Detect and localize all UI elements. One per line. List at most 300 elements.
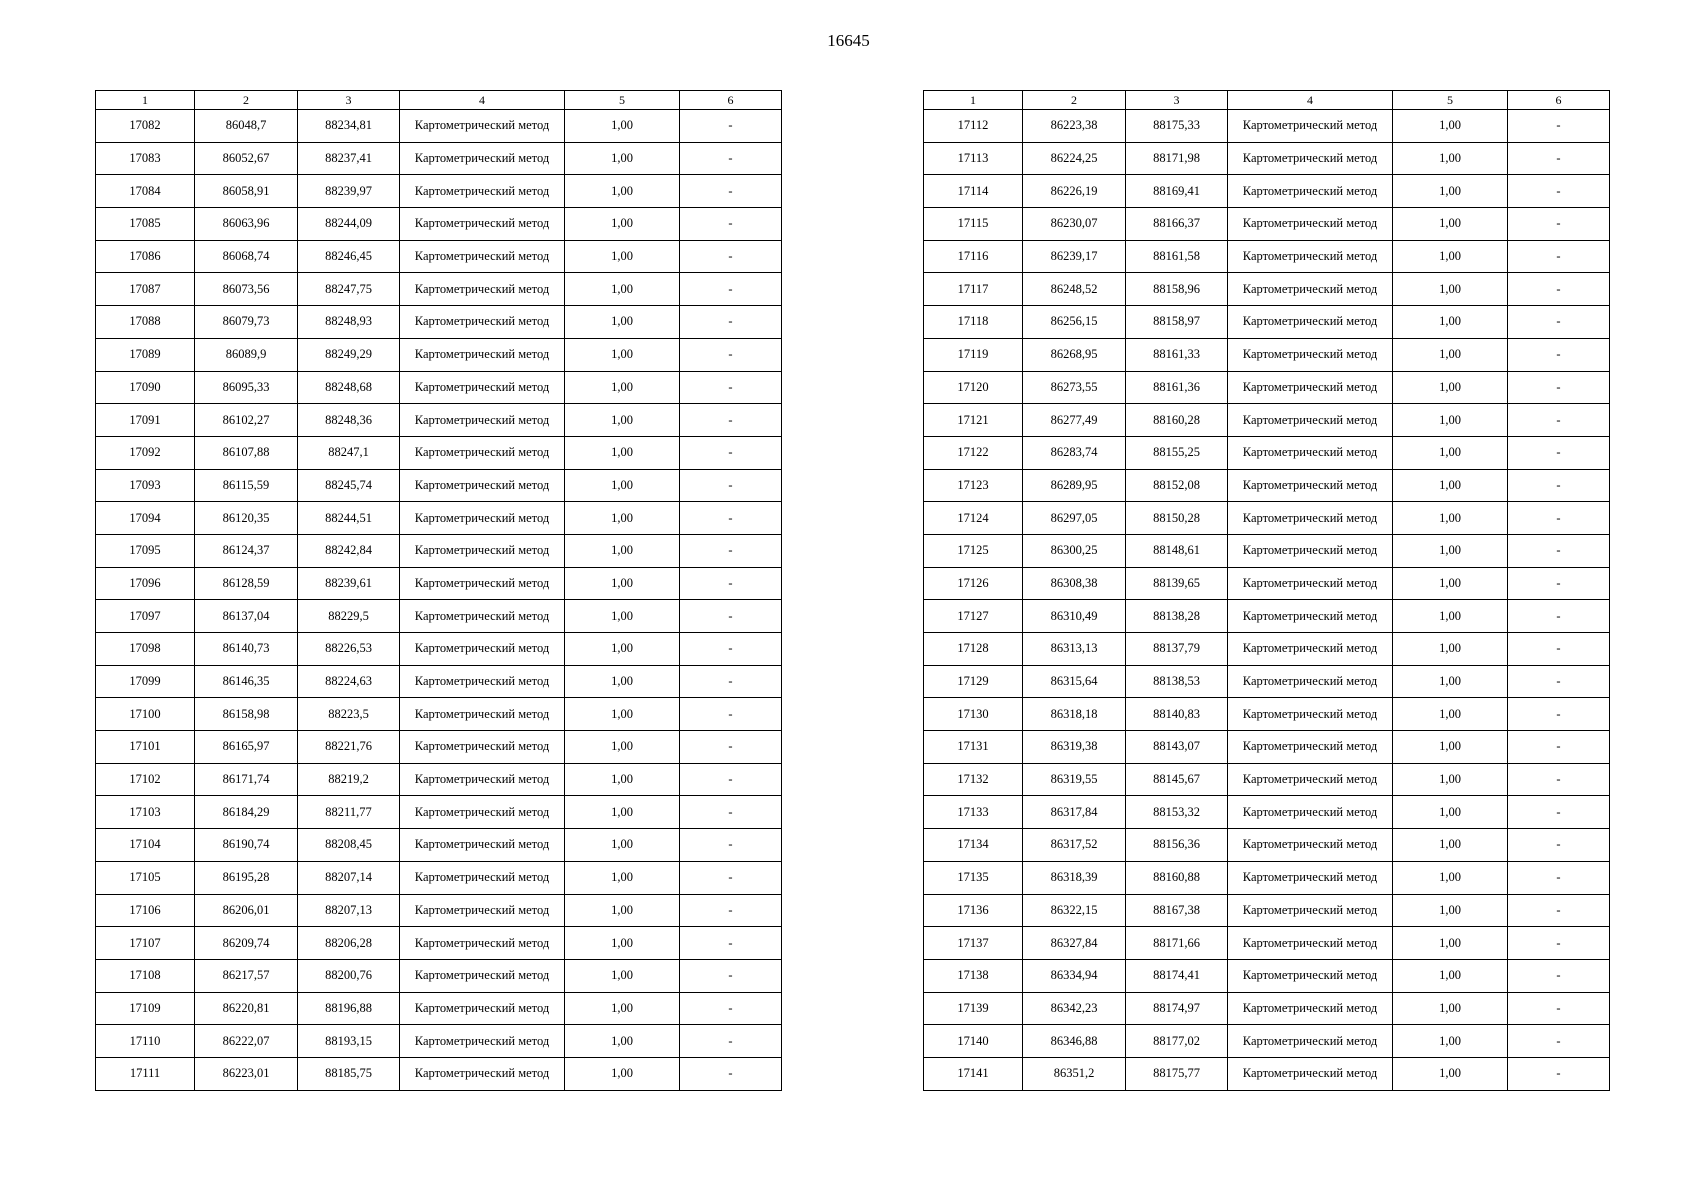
method-cell: Картометрический метод [1228, 371, 1393, 404]
column-header: 4 [1228, 91, 1393, 110]
method-cell: Картометрический метод [400, 306, 565, 339]
table-row [96, 338, 782, 371]
accuracy-cell: 1,00 [565, 698, 680, 731]
y-coordinate-cell: 88247,75 [298, 273, 400, 306]
description-cell: - [1508, 763, 1610, 796]
method-cell: Картометрический метод [1228, 534, 1393, 567]
method-cell: Картометрический метод [400, 731, 565, 764]
y-coordinate-cell: 88219,2 [298, 763, 400, 796]
x-coordinate-cell: 86073,56 [195, 273, 298, 306]
method-cell: Картометрический метод [1228, 436, 1393, 469]
table-row [924, 534, 1610, 567]
y-coordinate-cell: 88137,79 [1126, 633, 1228, 666]
table-row [924, 1025, 1610, 1058]
accuracy-cell: 1,00 [1393, 404, 1508, 437]
y-coordinate-cell: 88248,36 [298, 404, 400, 437]
point-number-cell: 17132 [924, 763, 1023, 796]
description-cell: - [680, 829, 782, 862]
accuracy-cell: 1,00 [1393, 763, 1508, 796]
x-coordinate-cell: 86283,74 [1023, 436, 1126, 469]
y-coordinate-cell: 88152,08 [1126, 469, 1228, 502]
point-number-cell: 17107 [96, 927, 195, 960]
y-coordinate-cell: 88158,97 [1126, 306, 1228, 339]
y-coordinate-cell: 88174,97 [1126, 992, 1228, 1025]
x-coordinate-cell: 86052,67 [195, 142, 298, 175]
x-coordinate-cell: 86308,38 [1023, 567, 1126, 600]
table-row [96, 1025, 782, 1058]
description-cell: - [680, 861, 782, 894]
table-row [924, 469, 1610, 502]
table-row [96, 502, 782, 535]
x-coordinate-cell: 86351,2 [1023, 1057, 1126, 1090]
table-row [924, 927, 1610, 960]
x-coordinate-cell: 86300,25 [1023, 534, 1126, 567]
accuracy-cell: 1,00 [565, 633, 680, 666]
description-cell: - [680, 142, 782, 175]
point-number-cell: 17089 [96, 338, 195, 371]
x-coordinate-cell: 86184,29 [195, 796, 298, 829]
accuracy-cell: 1,00 [1393, 208, 1508, 241]
y-coordinate-cell: 88161,58 [1126, 240, 1228, 273]
accuracy-cell: 1,00 [1393, 992, 1508, 1025]
description-cell: - [680, 796, 782, 829]
table-row [924, 1057, 1610, 1090]
x-coordinate-cell: 86217,57 [195, 959, 298, 992]
accuracy-cell: 1,00 [565, 600, 680, 633]
table-row [924, 861, 1610, 894]
column-header: 3 [1126, 91, 1228, 110]
accuracy-cell: 1,00 [565, 992, 680, 1025]
method-cell: Картометрический метод [1228, 567, 1393, 600]
accuracy-cell: 1,00 [1393, 142, 1508, 175]
y-coordinate-cell: 88185,75 [298, 1057, 400, 1090]
y-coordinate-cell: 88139,65 [1126, 567, 1228, 600]
accuracy-cell: 1,00 [1393, 273, 1508, 306]
accuracy-cell: 1,00 [565, 273, 680, 306]
description-cell: - [680, 959, 782, 992]
x-coordinate-cell: 86334,94 [1023, 959, 1126, 992]
y-coordinate-cell: 88175,33 [1126, 110, 1228, 143]
description-cell: - [1508, 502, 1610, 535]
y-coordinate-cell: 88242,84 [298, 534, 400, 567]
table-row [96, 469, 782, 502]
x-coordinate-cell: 86171,74 [195, 763, 298, 796]
description-cell: - [1508, 240, 1610, 273]
accuracy-cell: 1,00 [565, 502, 680, 535]
description-cell: - [1508, 665, 1610, 698]
y-coordinate-cell: 88207,14 [298, 861, 400, 894]
column-header: 4 [400, 91, 565, 110]
accuracy-cell: 1,00 [565, 894, 680, 927]
x-coordinate-cell: 86120,35 [195, 502, 298, 535]
method-cell: Картометрический метод [1228, 731, 1393, 764]
y-coordinate-cell: 88248,68 [298, 371, 400, 404]
point-number-cell: 17103 [96, 796, 195, 829]
method-cell: Картометрический метод [1228, 992, 1393, 1025]
column-header: 1 [96, 91, 195, 110]
accuracy-cell: 1,00 [565, 436, 680, 469]
point-number-cell: 17091 [96, 404, 195, 437]
accuracy-cell: 1,00 [1393, 796, 1508, 829]
table-row [924, 600, 1610, 633]
method-cell: Картометрический метод [1228, 469, 1393, 502]
table-row [96, 567, 782, 600]
point-number-cell: 17126 [924, 567, 1023, 600]
method-cell: Картометрический метод [1228, 175, 1393, 208]
description-cell: - [1508, 534, 1610, 567]
y-coordinate-cell: 88229,5 [298, 600, 400, 633]
table-header-row [924, 91, 1610, 110]
point-number-cell: 17095 [96, 534, 195, 567]
accuracy-cell: 1,00 [1393, 633, 1508, 666]
y-coordinate-cell: 88221,76 [298, 731, 400, 764]
point-number-cell: 17130 [924, 698, 1023, 731]
method-cell: Картометрический метод [400, 698, 565, 731]
method-cell: Картометрический метод [400, 240, 565, 273]
table-row [924, 306, 1610, 339]
table-row [924, 796, 1610, 829]
method-cell: Картометрический метод [1228, 1025, 1393, 1058]
y-coordinate-cell: 88248,93 [298, 306, 400, 339]
x-coordinate-cell: 86223,38 [1023, 110, 1126, 143]
description-cell: - [1508, 306, 1610, 339]
description-cell: - [680, 404, 782, 437]
table-row [96, 698, 782, 731]
description-cell: - [1508, 1025, 1610, 1058]
y-coordinate-cell: 88161,36 [1126, 371, 1228, 404]
table-row [924, 894, 1610, 927]
description-cell: - [1508, 175, 1610, 208]
point-number-cell: 17116 [924, 240, 1023, 273]
x-coordinate-cell: 86063,96 [195, 208, 298, 241]
y-coordinate-cell: 88138,53 [1126, 665, 1228, 698]
coordinates-table-right [923, 90, 1610, 1091]
y-coordinate-cell: 88161,33 [1126, 338, 1228, 371]
y-coordinate-cell: 88247,1 [298, 436, 400, 469]
description-cell: - [1508, 469, 1610, 502]
table-row [96, 1057, 782, 1090]
point-number-cell: 17090 [96, 371, 195, 404]
y-coordinate-cell: 88167,38 [1126, 894, 1228, 927]
accuracy-cell: 1,00 [565, 240, 680, 273]
point-number-cell: 17086 [96, 240, 195, 273]
table-row [924, 436, 1610, 469]
description-cell: - [1508, 698, 1610, 731]
accuracy-cell: 1,00 [565, 534, 680, 567]
table-row [96, 992, 782, 1025]
y-coordinate-cell: 88177,02 [1126, 1025, 1228, 1058]
column-header: 2 [195, 91, 298, 110]
y-coordinate-cell: 88196,88 [298, 992, 400, 1025]
accuracy-cell: 1,00 [565, 763, 680, 796]
point-number-cell: 17100 [96, 698, 195, 731]
point-number-cell: 17129 [924, 665, 1023, 698]
method-cell: Картометрический метод [400, 894, 565, 927]
column-header: 5 [1393, 91, 1508, 110]
table-row [924, 763, 1610, 796]
column-header: 5 [565, 91, 680, 110]
table-row [924, 371, 1610, 404]
point-number-cell: 17125 [924, 534, 1023, 567]
method-cell: Картометрический метод [400, 338, 565, 371]
point-number-cell: 17087 [96, 273, 195, 306]
x-coordinate-cell: 86226,19 [1023, 175, 1126, 208]
description-cell: - [1508, 273, 1610, 306]
y-coordinate-cell: 88211,77 [298, 796, 400, 829]
accuracy-cell: 1,00 [565, 306, 680, 339]
table-row [96, 959, 782, 992]
table-row [96, 861, 782, 894]
method-cell: Картометрический метод [400, 371, 565, 404]
method-cell: Картометрический метод [400, 829, 565, 862]
accuracy-cell: 1,00 [1393, 175, 1508, 208]
point-number-cell: 17092 [96, 436, 195, 469]
x-coordinate-cell: 86318,18 [1023, 698, 1126, 731]
y-coordinate-cell: 88237,41 [298, 142, 400, 175]
table-row [924, 208, 1610, 241]
y-coordinate-cell: 88145,67 [1126, 763, 1228, 796]
description-cell: - [1508, 861, 1610, 894]
description-cell: - [680, 110, 782, 143]
x-coordinate-cell: 86319,55 [1023, 763, 1126, 796]
point-number-cell: 17124 [924, 502, 1023, 535]
column-header: 3 [298, 91, 400, 110]
method-cell: Картометрический метод [400, 273, 565, 306]
table-row [96, 110, 782, 143]
method-cell: Картометрический метод [400, 992, 565, 1025]
accuracy-cell: 1,00 [565, 1057, 680, 1090]
point-number-cell: 17108 [96, 959, 195, 992]
method-cell: Картометрический метод [400, 175, 565, 208]
y-coordinate-cell: 88200,76 [298, 959, 400, 992]
accuracy-cell: 1,00 [1393, 110, 1508, 143]
y-coordinate-cell: 88171,66 [1126, 927, 1228, 960]
method-cell: Картометрический метод [1228, 1057, 1393, 1090]
x-coordinate-cell: 86239,17 [1023, 240, 1126, 273]
x-coordinate-cell: 86102,27 [195, 404, 298, 437]
description-cell: - [680, 927, 782, 960]
y-coordinate-cell: 88150,28 [1126, 502, 1228, 535]
point-number-cell: 17138 [924, 959, 1023, 992]
description-cell: - [680, 208, 782, 241]
table-row [96, 600, 782, 633]
table-row [96, 404, 782, 437]
point-number-cell: 17110 [96, 1025, 195, 1058]
description-cell: - [1508, 142, 1610, 175]
method-cell: Картометрический метод [1228, 763, 1393, 796]
description-cell: - [680, 1025, 782, 1058]
y-coordinate-cell: 88160,28 [1126, 404, 1228, 437]
table-row [924, 633, 1610, 666]
table-row [96, 208, 782, 241]
accuracy-cell: 1,00 [1393, 959, 1508, 992]
description-cell: - [1508, 927, 1610, 960]
point-number-cell: 17082 [96, 110, 195, 143]
accuracy-cell: 1,00 [1393, 534, 1508, 567]
x-coordinate-cell: 86268,95 [1023, 338, 1126, 371]
method-cell: Картометрический метод [1228, 110, 1393, 143]
point-number-cell: 17121 [924, 404, 1023, 437]
x-coordinate-cell: 86209,74 [195, 927, 298, 960]
x-coordinate-cell: 86068,74 [195, 240, 298, 273]
page-number: 16645 [827, 31, 870, 50]
table-row [96, 894, 782, 927]
y-coordinate-cell: 88244,51 [298, 502, 400, 535]
description-cell: - [680, 567, 782, 600]
description-cell: - [1508, 110, 1610, 143]
accuracy-cell: 1,00 [565, 829, 680, 862]
x-coordinate-cell: 86206,01 [195, 894, 298, 927]
accuracy-cell: 1,00 [1393, 927, 1508, 960]
method-cell: Картометрический метод [400, 502, 565, 535]
y-coordinate-cell: 88153,32 [1126, 796, 1228, 829]
y-coordinate-cell: 88234,81 [298, 110, 400, 143]
x-coordinate-cell: 86230,07 [1023, 208, 1126, 241]
accuracy-cell: 1,00 [565, 959, 680, 992]
accuracy-cell: 1,00 [565, 796, 680, 829]
point-number-cell: 17098 [96, 633, 195, 666]
point-number-cell: 17137 [924, 927, 1023, 960]
point-number-cell: 17127 [924, 600, 1023, 633]
description-cell: - [680, 306, 782, 339]
point-number-cell: 17115 [924, 208, 1023, 241]
y-coordinate-cell: 88158,96 [1126, 273, 1228, 306]
point-number-cell: 17133 [924, 796, 1023, 829]
point-number-cell: 17128 [924, 633, 1023, 666]
table-body-right [924, 110, 1610, 1091]
description-cell: - [1508, 567, 1610, 600]
method-cell: Картометрический метод [1228, 306, 1393, 339]
x-coordinate-cell: 86095,33 [195, 371, 298, 404]
accuracy-cell: 1,00 [565, 665, 680, 698]
method-cell: Картометрический метод [400, 142, 565, 175]
x-coordinate-cell: 86277,49 [1023, 404, 1126, 437]
method-cell: Картометрический метод [1228, 404, 1393, 437]
point-number-cell: 17131 [924, 731, 1023, 764]
point-number-cell: 17114 [924, 175, 1023, 208]
table-row [924, 992, 1610, 1025]
x-coordinate-cell: 86297,05 [1023, 502, 1126, 535]
accuracy-cell: 1,00 [1393, 829, 1508, 862]
method-cell: Картометрический метод [1228, 698, 1393, 731]
accuracy-cell: 1,00 [1393, 698, 1508, 731]
column-header: 1 [924, 91, 1023, 110]
column-header: 6 [680, 91, 782, 110]
description-cell: - [1508, 371, 1610, 404]
method-cell: Картометрический метод [1228, 338, 1393, 371]
description-cell: - [680, 436, 782, 469]
x-coordinate-cell: 86158,98 [195, 698, 298, 731]
y-coordinate-cell: 88249,29 [298, 338, 400, 371]
point-number-cell: 17083 [96, 142, 195, 175]
table-row [924, 567, 1610, 600]
y-coordinate-cell: 88223,5 [298, 698, 400, 731]
table-row [924, 502, 1610, 535]
accuracy-cell: 1,00 [1393, 567, 1508, 600]
x-coordinate-cell: 86224,25 [1023, 142, 1126, 175]
y-coordinate-cell: 88206,28 [298, 927, 400, 960]
accuracy-cell: 1,00 [565, 567, 680, 600]
point-number-cell: 17094 [96, 502, 195, 535]
method-cell: Картометрический метод [400, 436, 565, 469]
description-cell: - [680, 175, 782, 208]
accuracy-cell: 1,00 [1393, 731, 1508, 764]
point-number-cell: 17120 [924, 371, 1023, 404]
method-cell: Картометрический метод [400, 763, 565, 796]
method-cell: Картометрический метод [1228, 142, 1393, 175]
x-coordinate-cell: 86223,01 [195, 1057, 298, 1090]
x-coordinate-cell: 86089,9 [195, 338, 298, 371]
column-header: 6 [1508, 91, 1610, 110]
point-number-cell: 17122 [924, 436, 1023, 469]
method-cell: Картометрический метод [1228, 894, 1393, 927]
y-coordinate-cell: 88246,45 [298, 240, 400, 273]
x-coordinate-cell: 86124,37 [195, 534, 298, 567]
description-cell: - [1508, 600, 1610, 633]
x-coordinate-cell: 86079,73 [195, 306, 298, 339]
y-coordinate-cell: 88160,88 [1126, 861, 1228, 894]
description-cell: - [1508, 796, 1610, 829]
y-coordinate-cell: 88148,61 [1126, 534, 1228, 567]
description-cell: - [680, 371, 782, 404]
method-cell: Картометрический метод [1228, 796, 1393, 829]
method-cell: Картометрический метод [400, 110, 565, 143]
accuracy-cell: 1,00 [1393, 469, 1508, 502]
accuracy-cell: 1,00 [565, 1025, 680, 1058]
table-row [924, 273, 1610, 306]
accuracy-cell: 1,00 [1393, 306, 1508, 339]
description-cell: - [1508, 959, 1610, 992]
point-number-cell: 17119 [924, 338, 1023, 371]
point-number-cell: 17085 [96, 208, 195, 241]
accuracy-cell: 1,00 [1393, 1057, 1508, 1090]
description-cell: - [1508, 404, 1610, 437]
x-coordinate-cell: 86146,35 [195, 665, 298, 698]
y-coordinate-cell: 88193,15 [298, 1025, 400, 1058]
y-coordinate-cell: 88245,74 [298, 469, 400, 502]
point-number-cell: 17096 [96, 567, 195, 600]
y-coordinate-cell: 88244,09 [298, 208, 400, 241]
y-coordinate-cell: 88140,83 [1126, 698, 1228, 731]
point-number-cell: 17097 [96, 600, 195, 633]
method-cell: Картометрический метод [1228, 959, 1393, 992]
accuracy-cell: 1,00 [1393, 502, 1508, 535]
method-cell: Картометрический метод [1228, 633, 1393, 666]
table-row [924, 338, 1610, 371]
method-cell: Картометрический метод [1228, 829, 1393, 862]
x-coordinate-cell: 86315,64 [1023, 665, 1126, 698]
accuracy-cell: 1,00 [565, 404, 680, 437]
x-coordinate-cell: 86140,73 [195, 633, 298, 666]
description-cell: - [1508, 633, 1610, 666]
x-coordinate-cell: 86346,88 [1023, 1025, 1126, 1058]
y-coordinate-cell: 88208,45 [298, 829, 400, 862]
y-coordinate-cell: 88143,07 [1126, 731, 1228, 764]
y-coordinate-cell: 88224,63 [298, 665, 400, 698]
method-cell: Картометрический метод [400, 1057, 565, 1090]
table-row [96, 371, 782, 404]
point-number-cell: 17088 [96, 306, 195, 339]
y-coordinate-cell: 88226,53 [298, 633, 400, 666]
accuracy-cell: 1,00 [565, 142, 680, 175]
table-row [96, 927, 782, 960]
table-row [924, 665, 1610, 698]
accuracy-cell: 1,00 [1393, 436, 1508, 469]
table-row [924, 698, 1610, 731]
table-row [96, 731, 782, 764]
method-cell: Картометрический метод [400, 208, 565, 241]
x-coordinate-cell: 86327,84 [1023, 927, 1126, 960]
